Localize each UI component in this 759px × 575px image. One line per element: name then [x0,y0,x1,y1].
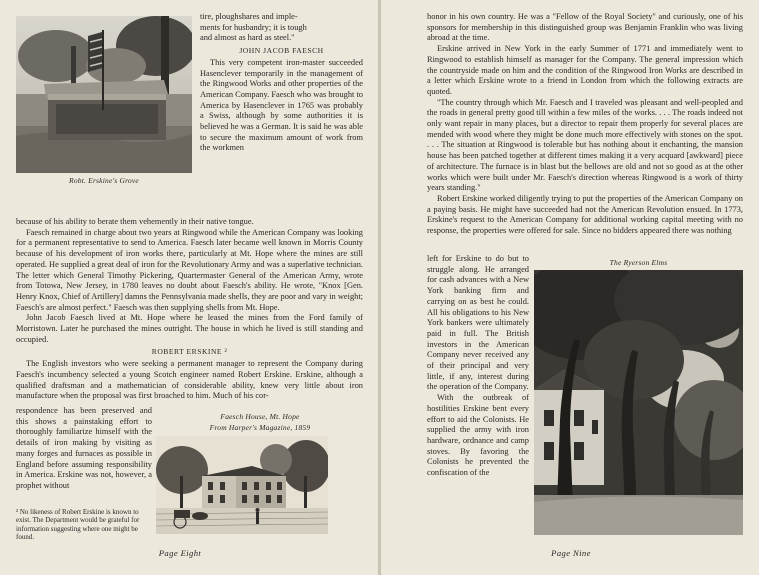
left-bottom-column [16,406,152,492]
faesch-house-image [156,436,328,534]
page-nine [381,0,759,575]
paragraph: John Jacob Faesch lived at Mt. Hope where he leased the mines from the Ford family of Morristown. Later he purchased the mines outright. The house in which he lived is still standing and occupied. [16,313,363,344]
engraving-source: From Harper's Magazine, 1859 [209,423,311,432]
ryerson-elms-photo [534,270,743,535]
paragraph: With the outbreak of hostilities Erskine bent every effort to aid the Colonists. He supplied the army with iron hardware, ordnance and camp stoves. By favoring the Colonists he prevented the confiscation of the [427,393,529,478]
page-number: Page Nine [551,548,591,558]
ryerson-elms-caption: The Ryerson Elms [609,258,668,267]
erskine-grove-caption: Robt. Erskine's Grove [69,176,139,185]
engraving-caption: Faesch House, Mt. Hope [220,412,300,421]
paragraph: Robert Erskine worked diligently trying to put the properties of the American Company on a paying basis. He might have succeeded had not the American Revolution ensued. In 1773, Erskine's request to the American Company for additional working capital meeting with no response, the properties were offered for sale. Since no bidders appeared there was nothing [427,193,743,236]
paragraph: because of his ability to berate them vehemently in their native tongue. [16,217,254,226]
heading-john-jacob-faesch: JOHN JACOB FAESCH [239,46,324,56]
faesch-intro-paragraph: This very competent iron-master succeeded Hasenclever temporarily in the management of the Ringwood Works and other properties of the American Company. Faesch who was brought to America by Hasenclever in 1765 was probably a Swiss, although by some authorities it is believed he was a German. It is said he was able to secure the maximum amount of work from the workmen [200,57,363,153]
right-narrow-column [427,254,529,479]
heading-robert-erskine: ROBERT ERSKINE ² [151,347,228,357]
right-full-width-text [427,12,743,237]
paragraph: respondence has been preserved and this shows a painstaking effort to thoroughly familiarize himself with the details of iron making by visiting as many forges and furnaces as possible in England before assuming responsibility in America. Erskine was not, however, a prophet without [16,406,152,490]
erskine-grove-image [16,16,192,173]
paragraph: "The country through which Mr. Faesch and I traveled was pleasant and well-peopled and the roads in general pretty good till within a few miles of the works. . . . The roads indeed not only want repair in many places, but a director to repair them properly for several places are mended with wood where they might be done much more effectively with stones on the spot. . . . The situation at Ringwood is tolerable but has nothing about it enchanting, the mansion house has been patched together at different times making it a very acquard [awkward] piece of architecture. The furnace is in blast but the bellows are old and not so good as at the other works which were built under Mr. Faesch's direction whereas Ringwood is a work of thirty years standing." [427,97,743,193]
footnote: ² No likeness of Robert Erskine is known to exist. The Department would be grateful for information suggesting where one might be found. [16,508,140,542]
page-number: Page Eight [158,548,202,558]
ryerson-elms-image [534,270,743,535]
erskine-grove-photo [16,16,192,173]
column-line: tire, ploughshares and imple- [200,12,298,21]
left-top-column [200,12,363,154]
column-line: and almost as hard as steel." [200,33,295,43]
paragraph: left for Erskine to do but to struggle along. He arranged for cash advances with a New York banking firm and carrying on as best he could. All his obligations to his New York bankers were ultimately paid in full. The British investors in the American Company never received any of their principal and very little, if any, interest during the operation of the Company. [427,254,529,392]
paragraph: Erskine arrived in New York in the early Summer of 1771 and immediately went to Ringwood to establish himself as manager for the Company. The general impression which the countryside made on him and the condition of the Ringwood Iron Works are described in a letter which Erskine wrote to a friend in London from which the following extracts are quoted. [427,44,743,96]
faesch-house-engraving [156,436,328,534]
page-eight [0,0,378,575]
paragraph: honor in his own country. He was a "Fellow of the Royal Society" and curiously, one of his sponsors for membership in this distinguished group was Benjamin Franklin who was living abroad at the time. [427,12,743,43]
left-full-width-text [16,217,363,402]
column-line: ments for husbandry; it is tough [200,22,307,32]
paragraph: Faesch remained in charge about two years at Ringwood while the American Company was looking for a permanent representative to send to America. Faesch later became well known in Morris County because of his development of iron works there, particularly at Mt. Hope where the mines are still operated. He supplied a great deal of iron for the Revolutionary Army and was a superlative technician. The letter which General Timothy Pickering, Quartermaster General of the American Army, wrote from Totowa, New Jersey, in 1780 leaves no doubt about Faesch's ability. He wrote, "Knox [Gen. Henry Knox, Chief of Artillery] damns the Pennsylvania made shells, they are poor and vary in weight; Faesch's are almost perfect." Faesch was then supplying shells from Mt. Hope. [16,227,363,312]
paragraph: The English investors who were seeking a permanent manager to represent the Company during Faesch's incumbency selected a young Scotch engineer named Robert Erskine. Erskine, although a qualified draftsman and a mathematician of considerable ability, knew very little about iron manufacture when the proposal was first broached to him. Much of his cor- [16,359,363,401]
